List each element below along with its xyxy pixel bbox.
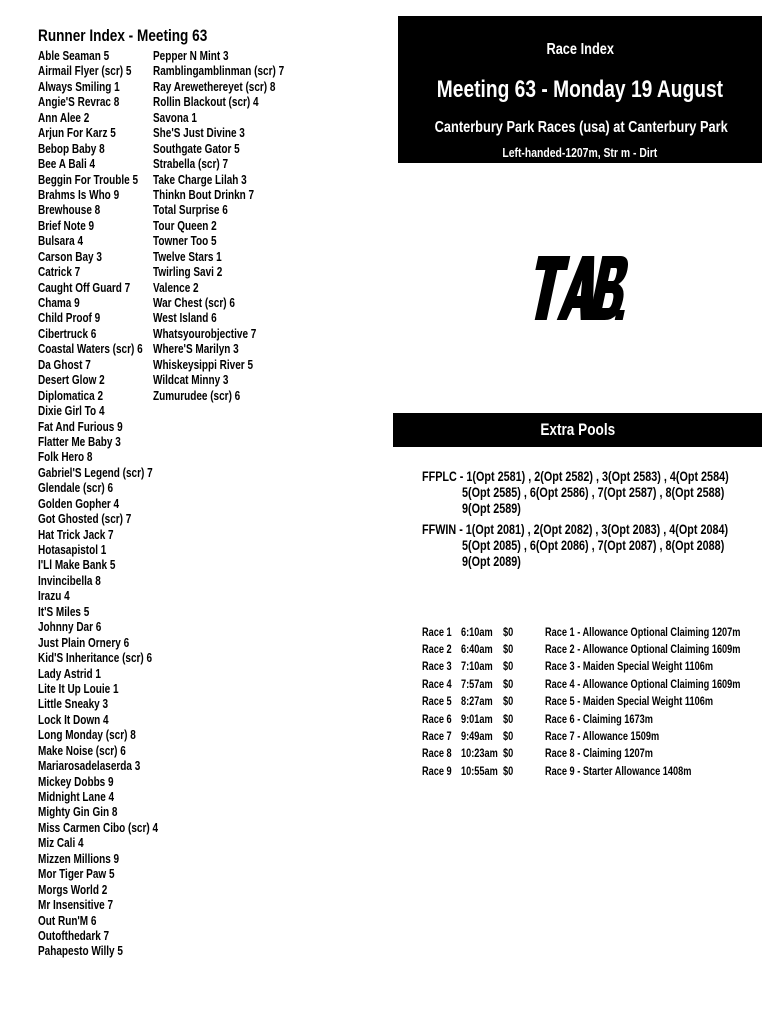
race-time-cell [461,625,501,642]
race-description: Race 5 - Maiden Special Weight 1106m [545,696,714,708]
runner-name: Invincibella 8 [38,573,101,588]
runner-name: Child Proof 9 [38,311,101,326]
runner-entry [38,651,178,666]
race-time-cell [461,642,501,659]
runner-entry [153,327,293,342]
runner-index-title-text: Runner Index - Meeting 63 [38,26,208,45]
runner-list-column-2 [153,49,293,404]
runner-entry [153,173,293,188]
runner-entry [153,95,293,110]
runner-name: Coastal Waters (scr) 6 [38,342,143,357]
runner-entry [153,389,293,404]
runner-name: Cibertruck 6 [38,326,97,341]
runner-entry [38,543,178,558]
runner-name: Valence 2 [153,280,199,295]
runner-entry [38,790,178,805]
pool-line: 5(Opt 2585) , 6(Opt 2586) , 7(Opt 2587) , 8(Opt 2588) [462,485,725,500]
runner-name: Southgate Gator 5 [153,141,240,156]
runner-name: Chama 9 [38,296,80,310]
runner-entry [38,697,178,712]
runner-name: War Chest (scr) 6 [153,296,235,310]
runner-entry [38,775,178,790]
runner-name: Whiskeysippi River 5 [153,357,254,372]
venue-name: Canterbury Park Races (usa) at Canterbury Park [434,119,728,136]
race-pool-cell [503,677,516,694]
race-description-cell [545,712,680,729]
race-description: Race 8 - Claiming 1207m [545,748,653,760]
runner-name: Thinkn Bout Drinkn 7 [153,187,255,202]
runner-entry [38,466,178,481]
race-pool: $0 [503,644,514,656]
pool-line: 9(Opt 2589) [462,501,521,516]
runner-name: Glendale (scr) 6 [38,481,114,496]
runner-name: Fat And Furious 9 [38,419,123,434]
race-description-cell [545,764,728,781]
runner-name: Miz Cali 4 [38,836,84,851]
runner-entry [38,682,178,697]
race-time-cell [461,729,501,746]
runner-name: Carson Bay 3 [38,249,102,264]
runner-name: Lock It Down 4 [38,712,109,727]
runner-name: Brewhouse 8 [38,203,101,218]
runner-entry [38,929,178,944]
race-time-cell [461,677,501,694]
runner-entry [153,250,293,265]
race-time: 6:40am [461,644,493,656]
runner-name: Gabriel'S Legend (scr) 7 [38,465,153,480]
runner-name: Mighty Gin Gin 8 [38,805,118,820]
race-time-cell [461,746,507,763]
runner-name: Hotasapistol 1 [38,543,107,557]
race-number: Race 2 [422,644,452,656]
runner-name: Mr Insensitive 7 [38,898,114,913]
track-details: Left-handed-1207m, Str m - Dirt [502,145,658,160]
runner-name: Miss Carmen Cibo (scr) 4 [38,820,159,835]
meeting-title: Meeting 63 - Monday 19 August [436,76,724,103]
race-description-cell [545,677,770,694]
runner-name: Bulsara 4 [38,234,84,249]
runner-name: Zumurudee (scr) 6 [153,388,241,403]
runner-name: It'S Miles 5 [38,604,90,619]
race-description: Race 1 - Allowance Optional Claiming 1207m [545,627,741,639]
extra-pools-header: Extra Pools [393,413,762,447]
runner-name: Golden Gopher 4 [38,496,120,511]
race-description: Race 4 - Allowance Optional Claiming 1609m [545,679,741,691]
runner-name: Rollin Blackout (scr) 4 [153,95,259,110]
runner-name: Brahms Is Who 9 [38,187,120,202]
runner-entry [153,111,293,126]
runner-entry [38,497,178,512]
race-number-cell [422,659,459,676]
runner-name: Out Run'M 6 [38,913,97,928]
race-number-cell [422,642,459,659]
runner-entry [38,620,178,635]
runner-entry [38,481,178,496]
runner-entry [38,944,178,959]
runner-name: Total Surprise 6 [153,203,228,218]
race-time-cell [461,659,501,676]
race-time-cell [461,694,501,711]
race-pool-cell [503,659,516,676]
race-time: 9:49am [461,731,493,743]
runner-name: Folk Hero 8 [38,450,93,465]
runner-name: She'S Just Divine 3 [153,126,245,141]
race-time: 6:10am [461,627,493,639]
runner-name: Morgs World 2 [38,882,108,897]
race-number-cell [422,712,459,729]
runner-name: Whatsyourobjective 7 [153,326,257,341]
runner-name: Da Ghost 7 [38,357,91,372]
runner-name: Got Ghosted (scr) 7 [38,512,132,527]
runner-name: Make Noise (scr) 6 [38,743,126,758]
race-number: Race 4 [422,679,452,691]
runner-name: Angie'S Revrac 8 [38,95,120,110]
race-time-cell [461,764,507,781]
runner-name: Twelve Stars 1 [153,249,222,264]
runner-name: Catrick 7 [38,265,81,280]
runner-entry [38,836,178,851]
race-description: Race 3 - Maiden Special Weight 1106m [545,661,714,673]
race-number: Race 6 [422,714,452,726]
race-time: 9:01am [461,714,493,726]
race-pool-cell [503,712,516,729]
race-number: Race 1 [422,627,452,639]
runner-entry [38,759,178,774]
runner-entry [38,914,178,929]
race-pool-cell [503,764,516,781]
race-pool: $0 [503,714,514,726]
race-description-cell [545,694,755,711]
race-pool: $0 [503,731,514,743]
runner-entry [38,404,178,419]
race-number: Race 5 [422,696,452,708]
pool-line: 5(Opt 2085) , 6(Opt 2086) , 7(Opt 2087) , 8(Opt 2088) [462,538,725,553]
race-description: Race 7 - Allowance 1509m [545,731,660,743]
runner-entry [38,821,178,836]
race-pool-cell [503,625,516,642]
runner-name: Beggin For Trouble 5 [38,172,139,187]
race-time: 10:55am [461,766,498,778]
runner-name: Johnny Dar 6 [38,620,102,635]
runner-name: Arjun For Karz 5 [38,126,116,141]
runner-name: Hat Trick Jack 7 [38,527,114,542]
runner-name: Bee A Bali 4 [38,157,96,172]
runner-entry [153,234,293,249]
runner-name: Diplomatica 2 [38,388,104,403]
race-description: Race 9 - Starter Allowance 1408m [545,766,692,778]
runner-entry [153,373,293,388]
runner-entry [153,64,293,79]
race-description-cell [545,625,770,642]
runner-entry [38,744,178,759]
race-description-cell [545,659,755,676]
runner-entry [38,574,178,589]
runner-name: Tour Queen 2 [153,218,217,233]
runner-name: Lady Astrid 1 [38,666,101,681]
race-number-cell [422,677,459,694]
race-number-cell [422,729,459,746]
race-number-cell [422,694,459,711]
runner-name: Brief Note 9 [38,218,95,233]
runner-name: Mor Tiger Paw 5 [38,867,115,882]
pool-line: FFWIN - 1(Opt 2081) , 2(Opt 2082) , 3(Opt 2083) , 4(Opt 2084) [422,522,729,537]
runner-entry [153,126,293,141]
race-pool: $0 [503,661,514,673]
runner-entry [38,605,178,620]
race-pool-cell [503,729,516,746]
race-description-cell [545,729,688,746]
runner-name: Just Plain Ornery 6 [38,635,130,650]
runner-name: Strabella (scr) 7 [153,157,229,172]
race-pool: $0 [503,766,514,778]
runner-name: Savona 1 [153,110,197,125]
runner-name: Caught Off Guard 7 [38,280,131,295]
race-pool: $0 [503,748,514,760]
runner-entry [38,558,178,573]
race-number-cell [422,746,459,763]
runner-name: Kid'S Inheritance (scr) 6 [38,651,153,666]
runner-name: Mizzen Millions 9 [38,851,120,866]
runner-name: Long Monday (scr) 8 [38,728,136,743]
runner-name: Mickey Dobbs 9 [38,774,114,789]
runner-entry [153,188,293,203]
runner-name: Twirling Savi 2 [153,265,223,280]
race-time-cell [461,712,501,729]
runner-entry [38,898,178,913]
race-index-heading: Race Index [546,41,614,58]
runner-entry [38,852,178,867]
runner-entry [38,805,178,820]
runner-entry [38,420,178,435]
race-pool: $0 [503,627,514,639]
race-number: Race 3 [422,661,452,673]
race-time: 7:10am [461,661,493,673]
race-description: Race 2 - Allowance Optional Claiming 1609m [545,644,741,656]
runner-name: West Island 6 [153,311,217,326]
pool-line: FFPLC - 1(Opt 2581) , 2(Opt 2582) , 3(Opt 2583) , 4(Opt 2584) [422,469,729,484]
runner-name: Airmail Flyer (scr) 5 [38,64,132,79]
runner-name: Wildcat Minny 3 [153,373,229,388]
race-time: 7:57am [461,679,493,691]
runner-name: Able Seaman 5 [38,49,110,63]
runner-entry [153,342,293,357]
runner-name: Desert Glow 2 [38,373,105,388]
runner-entry [153,49,293,64]
race-time: 10:23am [461,748,498,760]
runner-entry [38,867,178,882]
runner-name: Ray Arewethereyet (scr) 8 [153,79,276,94]
runner-entry [153,281,293,296]
runner-name: Lite It Up Louie 1 [38,681,119,696]
race-pool-cell [503,746,516,763]
runner-entry [38,728,178,743]
runner-entry [153,296,293,311]
runner-name: Towner Too 5 [153,234,217,249]
race-number-cell [422,625,459,642]
runner-entry [38,713,178,728]
runner-entry [38,589,178,604]
runner-entry [153,80,293,95]
runner-name: Take Charge Lilah 3 [153,172,247,187]
race-number: Race 7 [422,731,452,743]
runner-entry [38,512,178,527]
runner-name: Dixie Girl To 4 [38,404,105,419]
runner-entry [153,142,293,157]
runner-name: Always Smiling 1 [38,79,120,94]
runner-entry [38,528,178,543]
runner-name: Ramblingamblinman (scr) 7 [153,64,285,79]
race-pool: $0 [503,679,514,691]
race-time: 8:27am [461,696,493,708]
runner-name: I'Ll Make Bank 5 [38,558,116,573]
runner-entry [38,435,178,450]
runner-entry [38,667,178,682]
race-number: Race 8 [422,748,452,760]
pool-line: 9(Opt 2089) [462,554,521,569]
race-pool-cell [503,642,516,659]
race-index-panel [398,16,762,163]
runner-entry [38,636,178,651]
race-number: Race 9 [422,766,452,778]
race-description: Race 6 - Claiming 1673m [545,714,653,726]
runner-name: Ann Alee 2 [38,110,90,125]
runner-name: Mariarosadelaserda 3 [38,759,141,774]
runner-name: Bebop Baby 8 [38,141,105,156]
race-pool: $0 [503,696,514,708]
runner-index-title [38,26,278,46]
runner-entry [153,219,293,234]
runner-entry [38,883,178,898]
runner-name: Little Sneaky 3 [38,697,109,712]
race-pool-cell [503,694,516,711]
runner-name: Where'S Marilyn 3 [153,342,239,357]
runner-name: Pepper N Mint 3 [153,49,229,63]
runner-name: Outofthedark 7 [38,928,110,943]
runner-name: Pahapesto Willy 5 [38,944,123,959]
runner-name: Flatter Me Baby 3 [38,434,121,449]
runner-name: Irazu 4 [38,589,70,604]
ffwin-pool [422,522,770,570]
race-number-cell [422,764,459,781]
tab-logo [528,248,628,324]
runner-entry [38,450,178,465]
runner-name: Midnight Lane 4 [38,790,115,804]
race-description-cell [545,642,770,659]
runner-entry [153,311,293,326]
ffplc-pool [422,469,770,517]
race-description-cell [545,746,680,763]
runner-entry [153,358,293,373]
runner-entry [153,157,293,172]
runner-entry [153,203,293,218]
runner-entry [153,265,293,280]
